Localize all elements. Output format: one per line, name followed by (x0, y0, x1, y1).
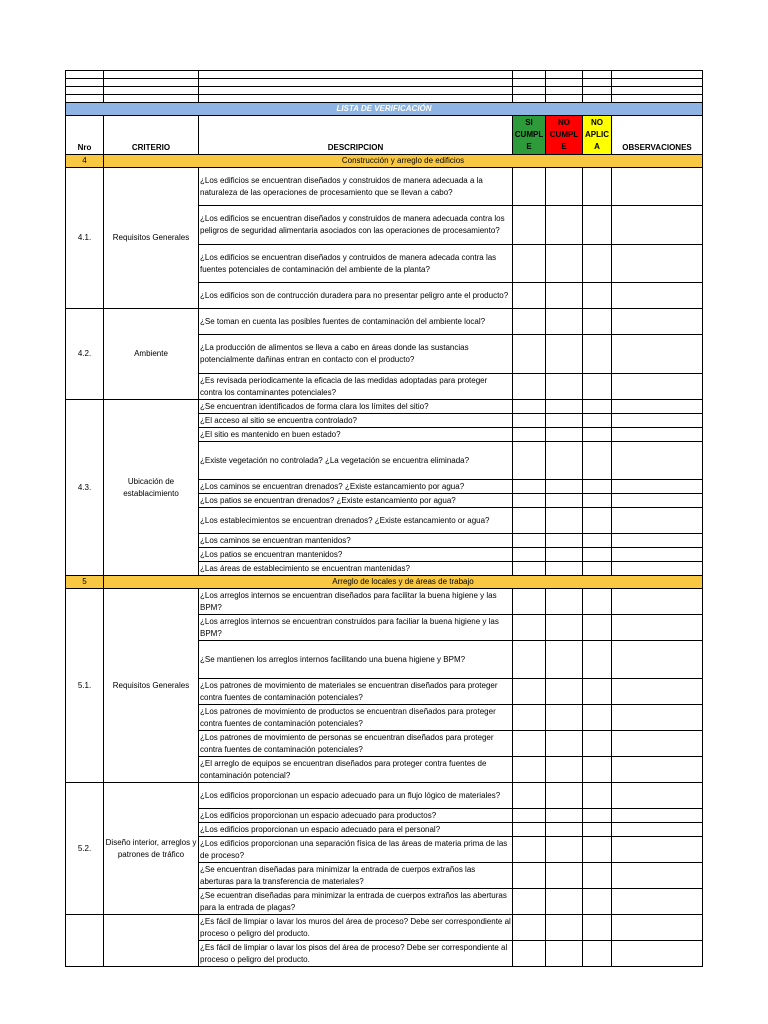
description-text: ¿Los establecimientos se encuentran drenados? ¿Existe estancamiento or agua? (200, 515, 490, 525)
observaciones-cell[interactable] (612, 508, 703, 534)
no-aplica-cell[interactable] (583, 615, 612, 641)
description-text: ¿Los edificios proporcionan un espacio adecuado para un flujo lógico de materiales? (200, 790, 501, 800)
no-cumple-cell[interactable] (546, 548, 583, 562)
criterion-name: Diseño interior, arreglos y patrones de tráfico (104, 783, 199, 915)
observaciones-cell[interactable] (612, 534, 703, 548)
section-title: Arreglo de locales y de áreas de trabajo (104, 576, 703, 589)
checklist-row (66, 783, 703, 809)
observaciones-cell[interactable] (612, 809, 703, 823)
description-cell (199, 283, 513, 309)
no-aplica-cell[interactable] (583, 245, 612, 283)
no-cumple-cell[interactable] (546, 731, 583, 757)
description-cell (199, 168, 513, 206)
description-text: ¿Los caminos se encuentran drenados? ¿Existe estancamiento por agua? (200, 481, 465, 491)
no-cumple-cell[interactable] (546, 309, 583, 335)
observaciones-cell[interactable] (612, 562, 703, 576)
si-cumple-cell[interactable] (513, 480, 546, 494)
description-text: ¿El acceso al sitio se encuentra controlado? (200, 415, 357, 425)
header-no-cumple: NO CUMPL E (546, 116, 583, 155)
no-aplica-cell[interactable] (583, 809, 612, 823)
section-row (66, 155, 703, 168)
no-aplica-cell[interactable] (583, 889, 612, 915)
description-cell (199, 809, 513, 823)
description-text: ¿Los edificios se encuentran diseñados y contruidos de manera adecada contra las fuentes potenciales de contaminación del ambiente de la planta? (200, 252, 497, 274)
description-text: ¿El arreglo de equipos se encuentran diseñados para proteger contra fuentes de contaminación potencial? (200, 758, 487, 780)
si-cumple-cell[interactable] (513, 941, 546, 967)
observaciones-cell[interactable] (612, 889, 703, 915)
no-aplica-cell[interactable] (583, 428, 612, 442)
description-cell (199, 783, 513, 809)
description-text: ¿Se mantienen los arreglos internos facilitando una buena higiene y BPM? (200, 654, 466, 664)
observaciones-cell[interactable] (612, 494, 703, 508)
no-aplica-cell[interactable] (583, 731, 612, 757)
observaciones-cell[interactable] (612, 757, 703, 783)
observaciones-cell[interactable] (612, 442, 703, 480)
no-aplica-cell[interactable] (583, 414, 612, 428)
no-cumple-cell[interactable] (546, 809, 583, 823)
description-cell (199, 534, 513, 548)
header-descripcion: DESCRIPCION (199, 116, 513, 155)
description-cell (199, 915, 513, 941)
no-cumple-cell[interactable] (546, 757, 583, 783)
observaciones-cell[interactable] (612, 548, 703, 562)
checklist-body (66, 155, 703, 967)
no-cumple-cell[interactable] (546, 823, 583, 837)
si-cumple-cell[interactable] (513, 428, 546, 442)
no-cumple-cell[interactable] (546, 494, 583, 508)
criterion-number: 5.1. (66, 589, 104, 783)
description-text: ¿Los edificios se encuentran diseñados y construidos de manera adecuada contra los peligros de seguridad alimentaria asociados con las operaciones de procesamiento? (200, 214, 505, 235)
no-aplica-cell[interactable] (583, 757, 612, 783)
no-aplica-cell[interactable] (583, 283, 612, 309)
description-cell (199, 941, 513, 967)
si-cumple-cell[interactable] (513, 757, 546, 783)
observaciones-cell[interactable] (612, 679, 703, 705)
checklist-title: LISTA DE VERIFICACIÓN (66, 103, 703, 116)
banner-row (66, 103, 703, 116)
no-cumple-cell[interactable] (546, 705, 583, 731)
si-cumple-cell[interactable] (513, 837, 546, 863)
no-aplica-cell[interactable] (583, 679, 612, 705)
no-cumple-cell[interactable] (546, 335, 583, 374)
blank-row (66, 95, 703, 103)
si-cumple-cell[interactable] (513, 783, 546, 809)
section-row (66, 576, 703, 589)
no-cumple-cell[interactable] (546, 508, 583, 534)
no-aplica-cell[interactable] (583, 480, 612, 494)
checklist-row (66, 309, 703, 335)
description-text: ¿Los patrones de movimiento de productos se encuentran diseñados para proteger contra fuentes de contaminación potenciales? (200, 706, 496, 728)
si-cumple-cell[interactable] (513, 679, 546, 705)
no-aplica-cell[interactable] (583, 442, 612, 480)
no-cumple-cell[interactable] (546, 889, 583, 915)
observaciones-cell[interactable] (612, 731, 703, 757)
si-cumple-cell[interactable] (513, 168, 546, 206)
observaciones-cell[interactable] (612, 823, 703, 837)
criterion-name: Ubicación de establacimiento (104, 400, 199, 576)
observaciones-cell[interactable] (612, 335, 703, 374)
no-cumple-cell[interactable] (546, 562, 583, 576)
criterion-number: 5.2. (66, 783, 104, 915)
observaciones-cell[interactable] (612, 245, 703, 283)
no-aplica-cell[interactable] (583, 206, 612, 245)
description-text: ¿Los edificios se encuentran diseñados y construidos de manera adecuada a la naturaleza de las operaciones de procesamiento que se llevan a cabo? (200, 175, 483, 197)
description-cell (199, 442, 513, 480)
description-cell (199, 589, 513, 615)
no-cumple-cell[interactable] (546, 941, 583, 967)
no-aplica-cell[interactable] (583, 335, 612, 374)
si-cumple-cell[interactable] (513, 414, 546, 428)
description-text: ¿El sitio es mantenido en buen estado? (200, 429, 341, 439)
si-cumple-cell[interactable] (513, 245, 546, 283)
description-cell (199, 494, 513, 508)
si-cumple-cell[interactable] (513, 534, 546, 548)
observaciones-cell[interactable] (612, 615, 703, 641)
no-cumple-cell[interactable] (546, 679, 583, 705)
no-aplica-cell[interactable] (583, 548, 612, 562)
section-number: 4 (66, 155, 104, 168)
description-cell (199, 615, 513, 641)
no-aplica-cell[interactable] (583, 494, 612, 508)
criterion-name: Requisitos Generales (104, 168, 199, 309)
no-cumple-cell[interactable] (546, 442, 583, 480)
si-cumple-cell[interactable] (513, 641, 546, 679)
description-cell (199, 679, 513, 705)
description-cell (199, 374, 513, 400)
si-cumple-cell[interactable] (513, 508, 546, 534)
header-si-cumple: SI CUMPL E (513, 116, 546, 155)
description-text: ¿Las áreas de establecimiento se encuentran mantenidas? (200, 563, 410, 573)
no-cumple-cell[interactable] (546, 837, 583, 863)
no-aplica-cell[interactable] (583, 863, 612, 889)
description-text: ¿Se ecuentran diseñadas para minimizar la entrada de cuerpos extraños las aberturas para la entrada de plagas? (200, 890, 507, 912)
description-cell (199, 428, 513, 442)
header-nro: Nro (66, 116, 104, 155)
si-cumple-cell[interactable] (513, 615, 546, 641)
si-cumple-cell[interactable] (513, 889, 546, 915)
si-cumple-cell[interactable] (513, 731, 546, 757)
description-cell (199, 335, 513, 374)
no-cumple-cell[interactable] (546, 400, 583, 414)
no-cumple-cell[interactable] (546, 428, 583, 442)
blank-row (66, 79, 703, 87)
si-cumple-cell[interactable] (513, 309, 546, 335)
checklist-row (66, 400, 703, 414)
no-cumple-cell[interactable] (546, 915, 583, 941)
no-aplica-cell[interactable] (583, 562, 612, 576)
no-aplica-cell[interactable] (583, 783, 612, 809)
criterion-number: 4.1. (66, 168, 104, 309)
description-text: ¿Es fácil de limpiar o lavar los muros del área de proceso? Debe ser correspondiente al proceso o peligro del producto. (200, 916, 511, 938)
observaciones-cell[interactable] (612, 941, 703, 967)
description-text: ¿Se encuentran identificados de forma clara los límites del sitio? (200, 401, 429, 411)
verification-checklist-table (65, 70, 703, 967)
no-cumple-cell[interactable] (546, 374, 583, 400)
header-no-aplica: NO APLIC A (583, 116, 612, 155)
no-aplica-cell[interactable] (583, 534, 612, 548)
no-cumple-cell[interactable] (546, 863, 583, 889)
observaciones-cell[interactable] (612, 915, 703, 941)
description-cell (199, 480, 513, 494)
no-aplica-cell[interactable] (583, 915, 612, 941)
description-cell (199, 863, 513, 889)
header-criterio: CRITERIO (104, 116, 199, 155)
observaciones-cell[interactable] (612, 374, 703, 400)
si-cumple-cell[interactable] (513, 400, 546, 414)
description-cell (199, 245, 513, 283)
description-text: ¿Los patios se encuentran drenados? ¿Existe estancamiento por agua? (200, 495, 456, 505)
description-text: ¿Es revisada periodicamente la eficacia de las medidas adoptadas para proteger contra los contaminantes potenciales? (200, 375, 488, 397)
si-cumple-cell[interactable] (513, 589, 546, 615)
description-cell (199, 309, 513, 335)
checklist-row (66, 915, 703, 941)
no-cumple-cell[interactable] (546, 168, 583, 206)
si-cumple-cell[interactable] (513, 335, 546, 374)
description-cell (199, 548, 513, 562)
si-cumple-cell[interactable] (513, 206, 546, 245)
si-cumple-cell[interactable] (513, 705, 546, 731)
si-cumple-cell[interactable] (513, 809, 546, 823)
si-cumple-cell[interactable] (513, 562, 546, 576)
si-cumple-cell[interactable] (513, 863, 546, 889)
no-cumple-cell[interactable] (546, 615, 583, 641)
description-cell (199, 414, 513, 428)
description-text: ¿Los arreglos internos se encuentran construidos para faciliar la buena higiene y las BPM? (200, 616, 499, 638)
observaciones-cell[interactable] (612, 428, 703, 442)
si-cumple-cell[interactable] (513, 442, 546, 480)
si-cumple-cell[interactable] (513, 374, 546, 400)
description-cell (199, 837, 513, 863)
observaciones-cell[interactable] (612, 206, 703, 245)
description-cell (199, 641, 513, 679)
no-cumple-cell[interactable] (546, 414, 583, 428)
criterion-number: 4.2. (66, 309, 104, 400)
description-text: ¿Se toman en cuenta las posibles fuentes de contaminación del ambiente local? (200, 316, 486, 326)
criterion-number: 4.3. (66, 400, 104, 576)
description-text: ¿Los edificios proporcionan una separación física de las áreas de materia prima de las de proceso? (200, 838, 508, 860)
no-aplica-cell[interactable] (583, 508, 612, 534)
section-number: 5 (66, 576, 104, 589)
observaciones-cell[interactable] (612, 168, 703, 206)
description-cell (199, 400, 513, 414)
description-text: ¿Es fácil de limpiar o lavar los pisos del área de proceso? Debe ser correspondiente al proceso o peligro del producto. (200, 942, 508, 964)
si-cumple-cell[interactable] (513, 915, 546, 941)
observaciones-cell[interactable] (612, 589, 703, 615)
observaciones-cell[interactable] (612, 783, 703, 809)
description-text: ¿Se encuentran diseñadas para minimizar la entrada de cuerpos extraños las aberturas para la transferencia de materiales? (200, 864, 476, 886)
description-cell (199, 889, 513, 915)
section-title: Construcción y arreglo de edificios (104, 155, 703, 168)
criterion-name: Requisitos Generales (104, 589, 199, 783)
description-cell (199, 508, 513, 534)
description-text: ¿Los patrones de movimiento de personas se encuentran diseñados para proteger contra fuentes de contaminación potenciales? (200, 732, 494, 754)
description-cell (199, 757, 513, 783)
description-text: ¿Los patios se encuentran mantenidos? (200, 549, 343, 559)
description-text: ¿Los patrones de movimiento de materiales se encuentran diseñados para proteger contra fuentes de contaminación potenciales? (200, 680, 498, 702)
no-aplica-cell[interactable] (583, 589, 612, 615)
description-cell (199, 562, 513, 576)
no-cumple-cell[interactable] (546, 245, 583, 283)
description-cell (199, 705, 513, 731)
criterion-name: Ambiente (104, 309, 199, 400)
no-aplica-cell[interactable] (583, 641, 612, 679)
criterion-name (104, 915, 199, 967)
blank-row (66, 87, 703, 95)
header-row (66, 116, 703, 155)
observaciones-cell[interactable] (612, 309, 703, 335)
observaciones-cell[interactable] (612, 641, 703, 679)
no-cumple-cell[interactable] (546, 589, 583, 615)
criterion-number (66, 915, 104, 967)
no-cumple-cell[interactable] (546, 206, 583, 245)
si-cumple-cell[interactable] (513, 494, 546, 508)
observaciones-cell[interactable] (612, 480, 703, 494)
no-aplica-cell[interactable] (583, 823, 612, 837)
description-cell (199, 823, 513, 837)
header-observaciones: OBSERVACIONES (612, 116, 703, 155)
no-cumple-cell[interactable] (546, 783, 583, 809)
description-cell (199, 206, 513, 245)
no-cumple-cell[interactable] (546, 534, 583, 548)
no-aplica-cell[interactable] (583, 941, 612, 967)
description-text: ¿Los edificios proporcionan un espacio adecuado para productos? (200, 810, 437, 820)
si-cumple-cell[interactable] (513, 548, 546, 562)
no-cumple-cell[interactable] (546, 283, 583, 309)
no-aplica-cell[interactable] (583, 837, 612, 863)
description-text: ¿La producción de alimentos se lleva a cabo en áreas donde las sustancias potencialmente dañinas entran en contacto con el producto? (200, 343, 469, 364)
observaciones-cell[interactable] (612, 863, 703, 889)
blank-row (66, 71, 703, 79)
si-cumple-cell[interactable] (513, 283, 546, 309)
no-aplica-cell[interactable] (583, 400, 612, 414)
observaciones-cell[interactable] (612, 837, 703, 863)
observaciones-cell[interactable] (612, 705, 703, 731)
description-text: ¿Los edificios son de contrucción duradera para no presentar peligro ante el producto? (200, 290, 509, 300)
no-cumple-cell[interactable] (546, 480, 583, 494)
description-cell (199, 731, 513, 757)
description-text: ¿Existe vegetación no controlada? ¿La vegetación se encuentra eliminada? (200, 455, 470, 465)
description-text: ¿Los caminos se encuentran mantenidos? (200, 535, 351, 545)
observaciones-cell[interactable] (612, 283, 703, 309)
no-cumple-cell[interactable] (546, 641, 583, 679)
si-cumple-cell[interactable] (513, 823, 546, 837)
no-aplica-cell[interactable] (583, 309, 612, 335)
no-aplica-cell[interactable] (583, 705, 612, 731)
description-text: ¿Los edificios proporcionan un espacio adecuado para el personal? (200, 824, 441, 834)
description-text: ¿Los arreglos internos se encuentran diseñados para facilitar la buena higiene y las BPM? (200, 590, 497, 612)
observaciones-cell[interactable] (612, 400, 703, 414)
checklist-row (66, 168, 703, 206)
checklist-row (66, 589, 703, 615)
no-aplica-cell[interactable] (583, 374, 612, 400)
observaciones-cell[interactable] (612, 414, 703, 428)
no-aplica-cell[interactable] (583, 168, 612, 206)
